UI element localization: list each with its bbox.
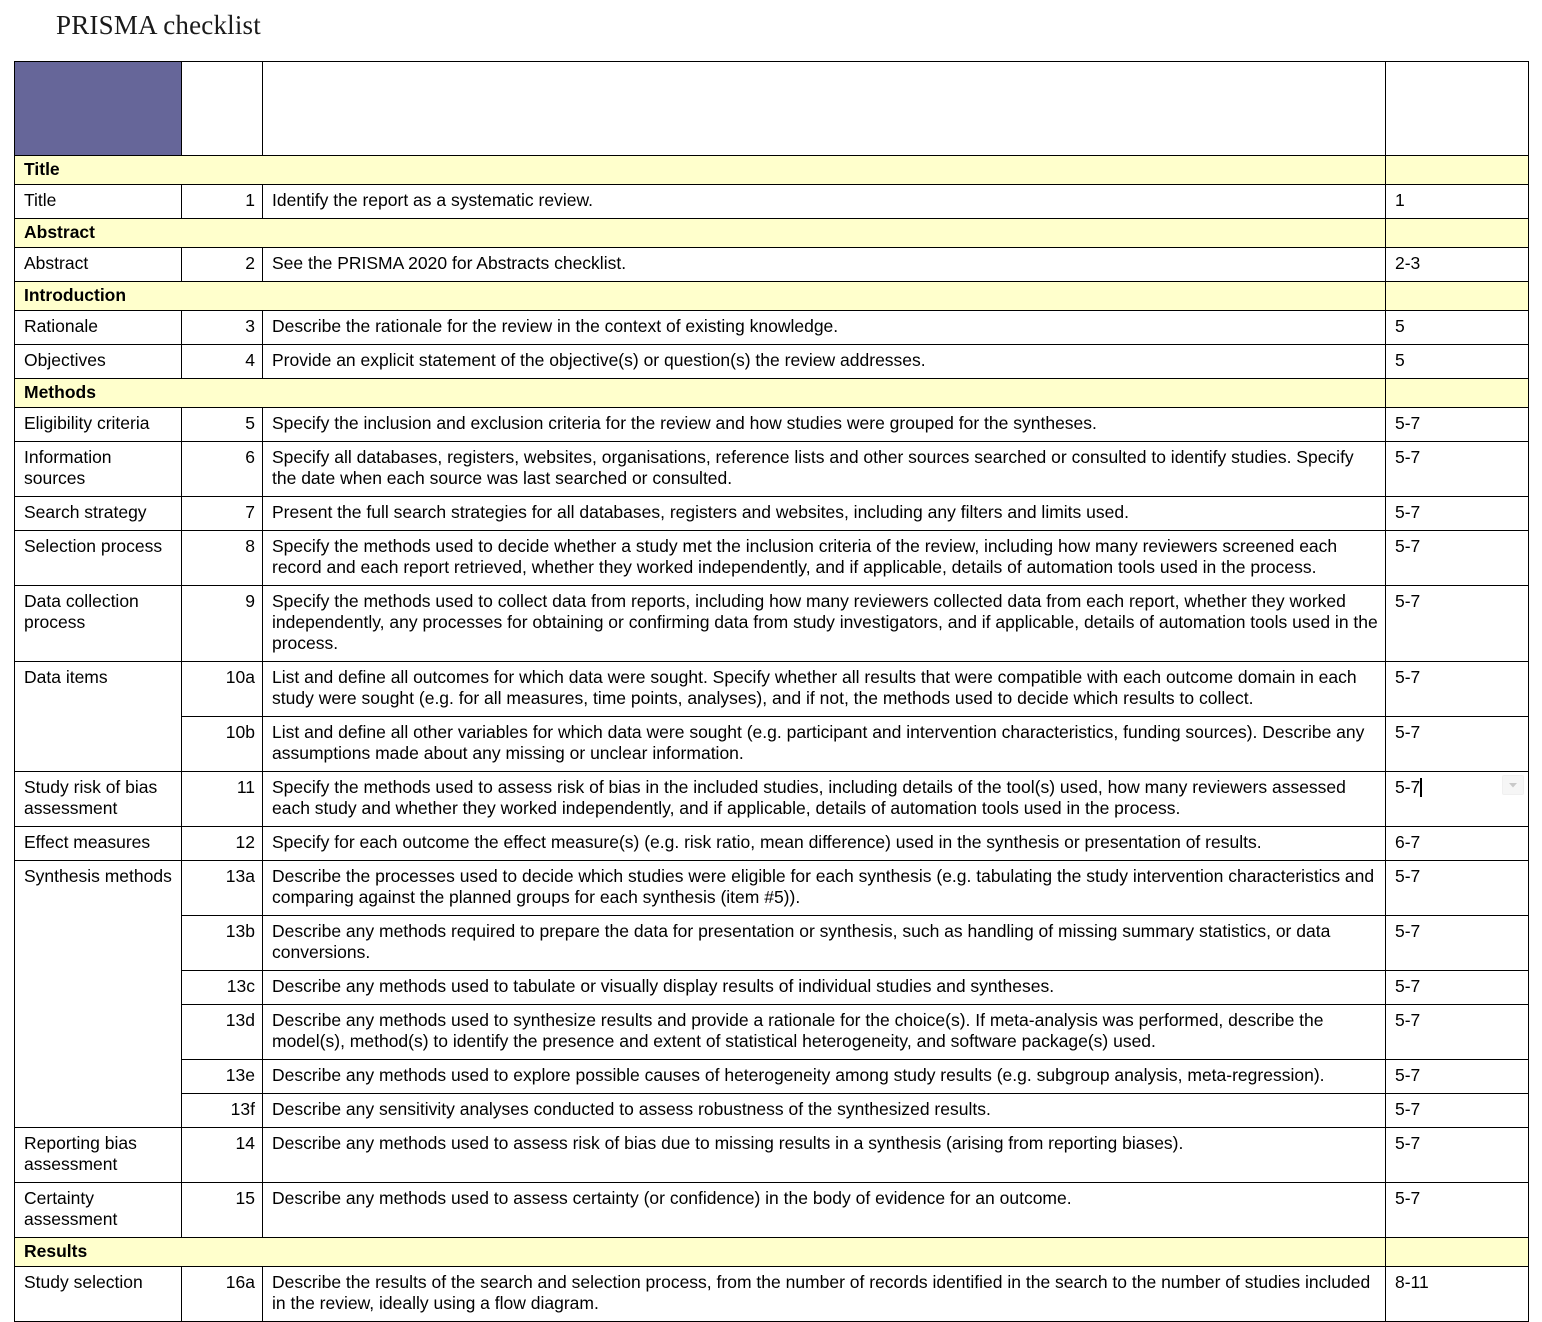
row-location-cell[interactable] — [1386, 1060, 1529, 1094]
row-checklist-item: Describe any methods used to tabulate or visually display results of individual studies and syntheses. — [263, 971, 1386, 1005]
row-checklist-item: List and define all other variables for which data were sought (e.g. participant and intervention characteristics, funding sources). Describe any assumptions made about any missing or unclear information. — [263, 717, 1386, 772]
row-item-number: 13b — [182, 916, 263, 971]
row-item-number: 5 — [182, 408, 263, 442]
row-section-name: Synthesis methods — [15, 861, 182, 1128]
text-cursor — [1420, 778, 1422, 797]
section-header-spacer-item — [182, 156, 263, 185]
row-location-value: 8-11 — [1395, 1272, 1429, 1292]
table-row — [15, 1094, 1529, 1128]
prisma-checklist-table — [14, 61, 1529, 1322]
row-checklist-item: Describe the rationale for the review in the context of existing knowledge. — [263, 311, 1386, 345]
section-header-spacer-location — [1386, 219, 1529, 248]
table-row — [15, 662, 1529, 717]
row-checklist-item: Describe any sensitivity analyses conducted to assess robustness of the synthesized results. — [263, 1094, 1386, 1128]
row-checklist-item: See the PRISMA 2020 for Abstracts checklist. — [263, 248, 1386, 282]
row-location-value: 5-7 — [1395, 1065, 1421, 1085]
row-item-number: 11 — [182, 772, 263, 827]
row-location-value: 5 — [1395, 316, 1405, 336]
chevron-down-icon[interactable] — [1502, 775, 1524, 795]
row-section-name: Study risk of bias assessment — [15, 772, 182, 827]
row-location-cell[interactable] — [1386, 531, 1529, 586]
row-section-name: Certainty assessment — [15, 1183, 182, 1238]
row-section-name: Data items — [15, 662, 182, 772]
row-section-name: Rationale — [15, 311, 182, 345]
section-header-spacer-desc — [263, 1238, 1386, 1267]
row-location-cell[interactable] — [1386, 827, 1529, 861]
section-header-label: Introduction — [15, 282, 182, 311]
row-item-number: 10a — [182, 662, 263, 717]
row-location-cell[interactable] — [1386, 185, 1529, 219]
row-item-number: 13c — [182, 971, 263, 1005]
table-row — [15, 1060, 1529, 1094]
row-checklist-item: Provide an explicit statement of the objective(s) or question(s) the review addresses. — [263, 345, 1386, 379]
row-checklist-item: Describe any methods used to synthesize results and provide a rationale for the choice(s). If meta-analysis was performed, describe the model(s), method(s) to identify the presence and extent of statistical heterogeneity, and software package(s) used. — [263, 1005, 1386, 1060]
row-item-number: 6 — [182, 442, 263, 497]
section-header-spacer-desc — [263, 379, 1386, 408]
row-item-number: 13e — [182, 1060, 263, 1094]
row-item-number: 7 — [182, 497, 263, 531]
column-header-item-number: Item # — [182, 62, 263, 156]
column-header-location-line2: Where Item is — [1395, 92, 1509, 112]
row-location-cell[interactable] — [1386, 662, 1529, 717]
section-header-row — [15, 219, 1529, 248]
section-header-row — [15, 379, 1529, 408]
row-location-cell[interactable] — [1386, 248, 1529, 282]
row-checklist-item: List and define all outcomes for which data were sought. Specify whether all results that were compatible with each outcome domain in each study were sought (e.g. for all measures, time points, analyses), and if not, the methods used to decide which results to collect. — [263, 662, 1386, 717]
row-item-number: 12 — [182, 827, 263, 861]
section-header-spacer-item — [182, 1238, 263, 1267]
row-location-value: 5-7 — [1395, 866, 1421, 886]
table-row — [15, 497, 1529, 531]
row-section-name: Objectives — [15, 345, 182, 379]
row-checklist-item: Specify the methods used to collect data from reports, including how many reviewers collected data from each report, whether they worked independently, any processes for obtaining or confirming data from study investigators, and if applicable, details of automation tools used in the process. — [263, 586, 1386, 662]
column-header-location-line3: Reported — [1395, 113, 1472, 133]
row-checklist-item: Describe the results of the search and selection process, from the number of records identified in the search to the number of studies included in the review, ideally using a flow diagram. — [263, 1267, 1386, 1322]
section-header-spacer-desc — [263, 219, 1386, 248]
row-location-value: 5-7 — [1395, 591, 1421, 611]
row-location-value: 5-7 — [1395, 447, 1421, 467]
row-location-cell[interactable] — [1386, 345, 1529, 379]
section-header-row — [15, 1238, 1529, 1267]
table-row — [15, 408, 1529, 442]
row-checklist-item: Describe any methods used to explore possible causes of heterogeneity among study results (e.g. subgroup analysis, meta-regression). — [263, 1060, 1386, 1094]
table-row — [15, 1128, 1529, 1183]
row-location-value: 5-7 — [1395, 722, 1421, 742]
row-section-name: Information sources — [15, 442, 182, 497]
table-row — [15, 531, 1529, 586]
row-location-cell[interactable] — [1386, 861, 1529, 916]
column-header-location-line1: Location — [1395, 71, 1468, 91]
section-header-spacer-item — [182, 379, 263, 408]
prisma-checklist-table-container — [14, 61, 1528, 1322]
row-checklist-item: Present the full search strategies for all databases, registers and websites, including any filters and limits used. — [263, 497, 1386, 531]
row-section-name: Title — [15, 185, 182, 219]
row-section-name: Eligibility criteria — [15, 408, 182, 442]
row-location-value: 5-7 — [1395, 667, 1421, 687]
row-item-number: 14 — [182, 1128, 263, 1183]
row-location-cell[interactable] — [1386, 311, 1529, 345]
row-location-cell[interactable] — [1386, 1267, 1529, 1322]
table-row — [15, 717, 1529, 772]
section-header-label: Results — [15, 1238, 182, 1267]
section-header-spacer-desc — [263, 156, 1386, 185]
table-header-row — [15, 62, 1529, 156]
row-location-cell[interactable] — [1386, 497, 1529, 531]
row-item-number: 8 — [182, 531, 263, 586]
table-header — [15, 62, 1529, 156]
column-header-checklist-item: Checklist Item — [263, 62, 1386, 156]
column-header-location — [1386, 62, 1529, 156]
section-header-row — [15, 156, 1529, 185]
row-location-value: 5-7 — [1395, 976, 1421, 996]
row-location-cell[interactable] — [1386, 1128, 1529, 1183]
row-item-number: 1 — [182, 185, 263, 219]
row-location-cell[interactable] — [1386, 1183, 1529, 1238]
section-header-label: Abstract — [15, 219, 182, 248]
row-section-name: Reporting bias assessment — [15, 1128, 182, 1183]
table-row — [15, 311, 1529, 345]
row-location-value: 5-7 — [1395, 777, 1421, 797]
row-location-value: 5-7 — [1395, 1099, 1421, 1119]
row-item-number: 3 — [182, 311, 263, 345]
row-section-name: Abstract — [15, 248, 182, 282]
row-item-number: 16a — [182, 1267, 263, 1322]
table-row — [15, 185, 1529, 219]
row-location-cell[interactable] — [1386, 772, 1529, 827]
row-location-cell[interactable] — [1386, 408, 1529, 442]
section-header-spacer-item — [182, 219, 263, 248]
section-header-label: Title — [15, 156, 182, 185]
row-section-name: Effect measures — [15, 827, 182, 861]
row-section-name: Selection process — [15, 531, 182, 586]
table-row — [15, 1005, 1529, 1060]
row-item-number: 2 — [182, 248, 263, 282]
row-location-cell[interactable] — [1386, 1094, 1529, 1128]
row-checklist-item: Describe any methods required to prepare the data for presentation or synthesis, such as handling of missing summary statistics, or data conversions. — [263, 916, 1386, 971]
row-item-number: 15 — [182, 1183, 263, 1238]
table-row — [15, 1183, 1529, 1238]
row-location-cell[interactable] — [1386, 971, 1529, 1005]
table-row — [15, 345, 1529, 379]
section-header-spacer-location — [1386, 379, 1529, 408]
table-row — [15, 916, 1529, 971]
row-location-value: 5-7 — [1395, 1010, 1421, 1030]
section-header-spacer-location — [1386, 1238, 1529, 1267]
row-checklist-item: Describe any methods used to assess risk of bias due to missing results in a synthesis (arising from reporting biases). — [263, 1128, 1386, 1183]
row-checklist-item: Specify the methods used to assess risk of bias in the included studies, including details of the tool(s) used, how many reviewers assessed each study and whether they worked independently, and if applicable, details of automation tools used in the process. — [263, 772, 1386, 827]
row-location-cell[interactable] — [1386, 717, 1529, 772]
row-location-cell[interactable] — [1386, 586, 1529, 662]
row-location-value: 6-7 — [1395, 832, 1421, 852]
page-title: PRISMA checklist — [56, 10, 261, 40]
table-row — [15, 442, 1529, 497]
section-header-spacer-desc — [263, 282, 1386, 311]
row-item-number: 4 — [182, 345, 263, 379]
row-section-name: Search strategy — [15, 497, 182, 531]
table-row — [15, 971, 1529, 1005]
row-checklist-item: Specify for each outcome the effect measure(s) (e.g. risk ratio, mean difference) used in the synthesis or presentation of results. — [263, 827, 1386, 861]
section-header-spacer-location — [1386, 282, 1529, 311]
row-item-number: 10b — [182, 717, 263, 772]
row-location-value: 5-7 — [1395, 536, 1421, 556]
column-header-section — [15, 62, 182, 156]
section-header-label: Methods — [15, 379, 182, 408]
table-row — [15, 827, 1529, 861]
row-checklist-item: Specify all databases, registers, websites, organisations, reference lists and other sources searched or consulted to identify studies. Specify the date when each source was last searched or consulted. — [263, 442, 1386, 497]
row-location-value: 5-7 — [1395, 1188, 1421, 1208]
row-section-name: Data collection process — [15, 586, 182, 662]
row-location-cell[interactable] — [1386, 916, 1529, 971]
row-item-number: 13d — [182, 1005, 263, 1060]
row-location-value: 5-7 — [1395, 413, 1421, 433]
row-item-number: 13a — [182, 861, 263, 916]
row-section-name: Study selection — [15, 1267, 182, 1322]
row-checklist-item: Describe the processes used to decide which studies were eligible for each synthesis (e.g. tabulating the study intervention characteristics and comparing against the planned groups for each synthesis (item #5)). — [263, 861, 1386, 916]
row-checklist-item: Specify the methods used to decide whether a study met the inclusion criteria of the review, including how many reviewers screened each record and each report retrieved, whether they worked independently, and if applicable, details of automation tools used in the process. — [263, 531, 1386, 586]
row-item-number: 13f — [182, 1094, 263, 1128]
table-row — [15, 1267, 1529, 1322]
row-location-value: 5-7 — [1395, 1133, 1421, 1153]
row-location-value: 5-7 — [1395, 502, 1421, 522]
row-location-value: 2-3 — [1395, 253, 1421, 273]
table-row — [15, 861, 1529, 916]
row-checklist-item: Describe any methods used to assess certainty (or confidence) in the body of evidence for an outcome. — [263, 1183, 1386, 1238]
table-body — [15, 156, 1529, 1322]
table-row — [15, 586, 1529, 662]
row-location-cell[interactable] — [1386, 1005, 1529, 1060]
row-location-cell[interactable] — [1386, 442, 1529, 497]
table-row — [15, 248, 1529, 282]
row-checklist-item: Specify the inclusion and exclusion criteria for the review and how studies were grouped for the syntheses. — [263, 408, 1386, 442]
row-checklist-item: Identify the report as a systematic review. — [263, 185, 1386, 219]
row-location-value: 1 — [1395, 190, 1405, 210]
row-location-value: 5 — [1395, 350, 1405, 370]
row-location-value: 5-7 — [1395, 921, 1421, 941]
table-row — [15, 772, 1529, 827]
row-item-number: 9 — [182, 586, 263, 662]
section-header-spacer-item — [182, 282, 263, 311]
section-header-spacer-location — [1386, 156, 1529, 185]
section-header-row — [15, 282, 1529, 311]
